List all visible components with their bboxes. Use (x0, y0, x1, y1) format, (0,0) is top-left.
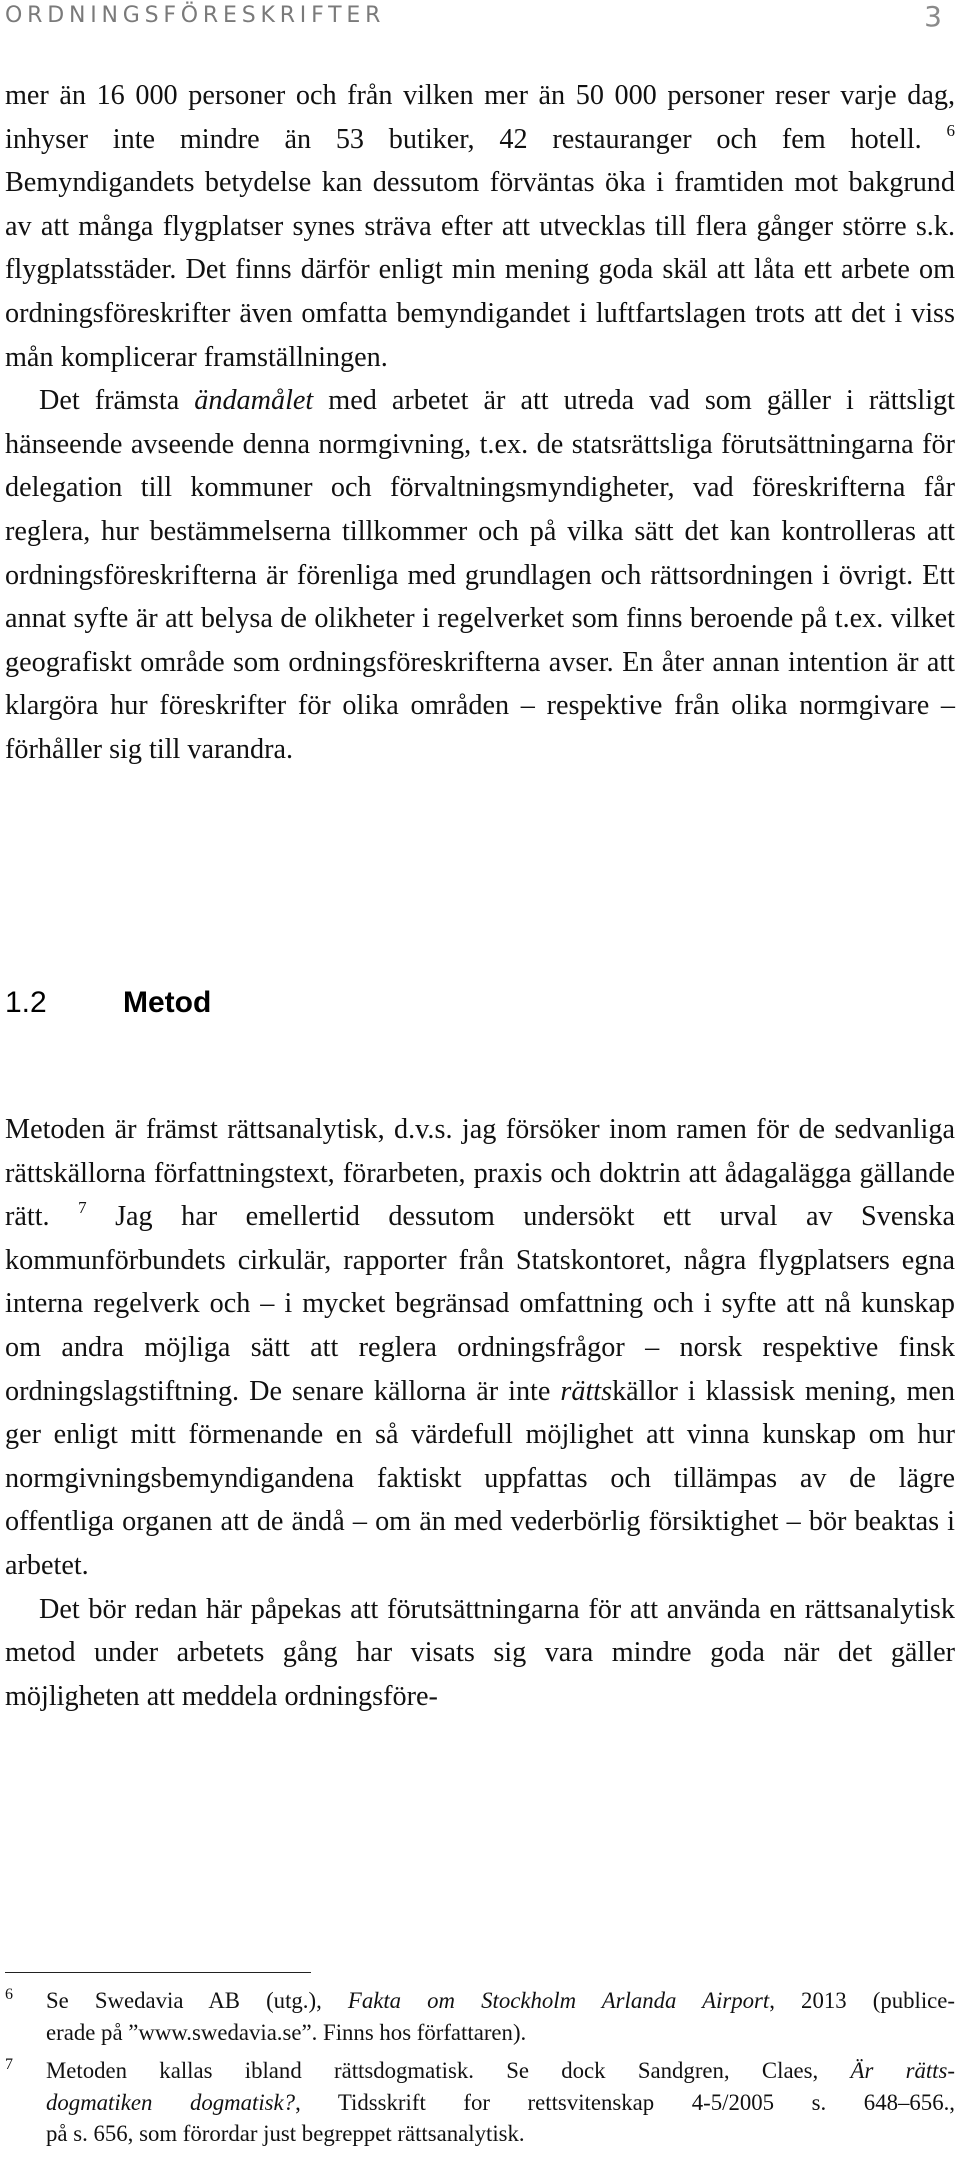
method-text-block (5, 1108, 955, 1718)
paragraph (5, 74, 955, 379)
footnote-line (46, 2087, 955, 2119)
running-title: ORDNINGSFÖRESKRIFTER (5, 3, 386, 28)
paragraph (5, 379, 955, 771)
footnote-line (46, 1985, 955, 2017)
text-run: , 2013 (publice- (769, 1988, 956, 2013)
section-number: 1.2 (5, 986, 47, 1019)
text-run: Se Swedavia AB (utg.), (46, 1988, 348, 2013)
page-number: 3 (924, 0, 942, 33)
emphasis: rätts (560, 1375, 613, 1407)
footnote-number: 6 (5, 1986, 13, 2003)
text-run: Metoden kallas ibland rättsdogmatisk. Se dock Sandgren, Claes, (46, 2058, 851, 2083)
text-run: Det bör redan här påpekas att förutsättningarna för att använda en rättsanalytisk metod under arbetets gång har visats sig vara mindre goda när det gäller möjligheten att meddela ordningsföre- (5, 1593, 955, 1712)
text-run: , Tidsskrift for rettsvitenskap 4-5/2005 s. 648–656., (295, 2089, 955, 2115)
section-heading (5, 986, 211, 1020)
text-run: Bemyndigandets betydelse kan dessutom förväntas öka i framtiden mot bakgrund av att många flygplatser synes sträva efter att utvecklas till flera gånger större s.k. flygplatsstäder. Det finns därför enligt min mening goda skäl att låta ett arbete om ordningsföreskrifter även omfatta bemyndigandet i luftfartslagen trots att det i viss mån komplicerar framställningen. (5, 167, 955, 373)
intro-text-block (5, 74, 955, 772)
footnote-number: 7 (5, 2056, 13, 2073)
footnote-reference[interactable]: 6 (946, 120, 956, 140)
paragraph (5, 1588, 955, 1719)
text-run: mer än 16 000 personer och från vilken mer än 50 000 personer reser varje dag, inhyser inte mindre än 53 butiker, 42 restauranger och fem hotell. (5, 80, 955, 155)
footnote (5, 1985, 955, 2048)
text-run: Jag har emellertid dessutom undersökt ett urval av Svenska kommunförbundets cirkulär, rapporter från Statskontoret, några flygplatsers egna interna regelverk och – i mycket begränsad omfattning och i syfte att nå kunskap om andra möjliga sätt att reglera ordningsfrågor – norsk respektive finsk ordningslagstiftning. De senare källorna är inte (5, 1201, 955, 1407)
footnote-separator (5, 1972, 311, 1973)
footnote-reference[interactable]: 7 (78, 1198, 87, 1218)
footnote-line: erade på ”www.swedavia.se”. Finns hos författaren). (46, 2019, 527, 2045)
emphasis: dogmatiken dogmatisk? (46, 2089, 296, 2115)
footnote (5, 2055, 955, 2150)
text-run: med arbetet är att utreda vad som gäller i rättsligt hänseende avseende denna normgivning, t.ex. de statsrättsliga förutsättningarna för delegation till kommuner och förvaltningsmyndigheter, vad föreskrifterna får reglera, hur bestämmelserna tillkommer och på vilka sätt det kan kontrolleras att ordningsföreskrifterna är förenliga med grundlagen och rättsordningen i övrigt. Ett annat syfte är att belysa de olikheter i regelverket som finns beroende på t.ex. vilket geografiskt område som ordningsföreskrifterna avser. En åter annan intention är att klargöra hur föreskrifter för olika områden – respektive från olika normgivare – förhåller sig till varandra. (5, 385, 955, 765)
text-run: Metoden är främst rättsanalytisk, d.v.s. jag försöker inom ramen för de sedvanliga rättskällorna författningstext, förarbeten, praxis och doktrin att ådagalägga gällande rätt. (5, 1114, 955, 1233)
paragraph (5, 1108, 955, 1588)
text-run: Det främsta (39, 385, 195, 417)
running-header (0, 0, 960, 40)
emphasis: Fakta om Stockholm Arlanda Airport (347, 1988, 770, 2013)
section-title: Metod (123, 986, 212, 1019)
footnotes (5, 1985, 955, 2157)
text-run: källor i klassisk mening, men ger enligt mitt förmenande en så värdefull möjlighet att vinna kunskap om hur normgivningsbemyndigandena faktiskt uppfattas och tillämpas av de lägre offentliga organen att de ändå – om än med vederbörlig försiktighet – bör beaktas i arbetet. (5, 1375, 955, 1581)
footnote-line: på s. 656, som förordar just begreppet rättsanalytisk. (46, 2121, 525, 2146)
emphasis: ändamålet (194, 385, 314, 417)
footnote-line (46, 2055, 955, 2087)
emphasis: Är rätts- (850, 2058, 955, 2083)
